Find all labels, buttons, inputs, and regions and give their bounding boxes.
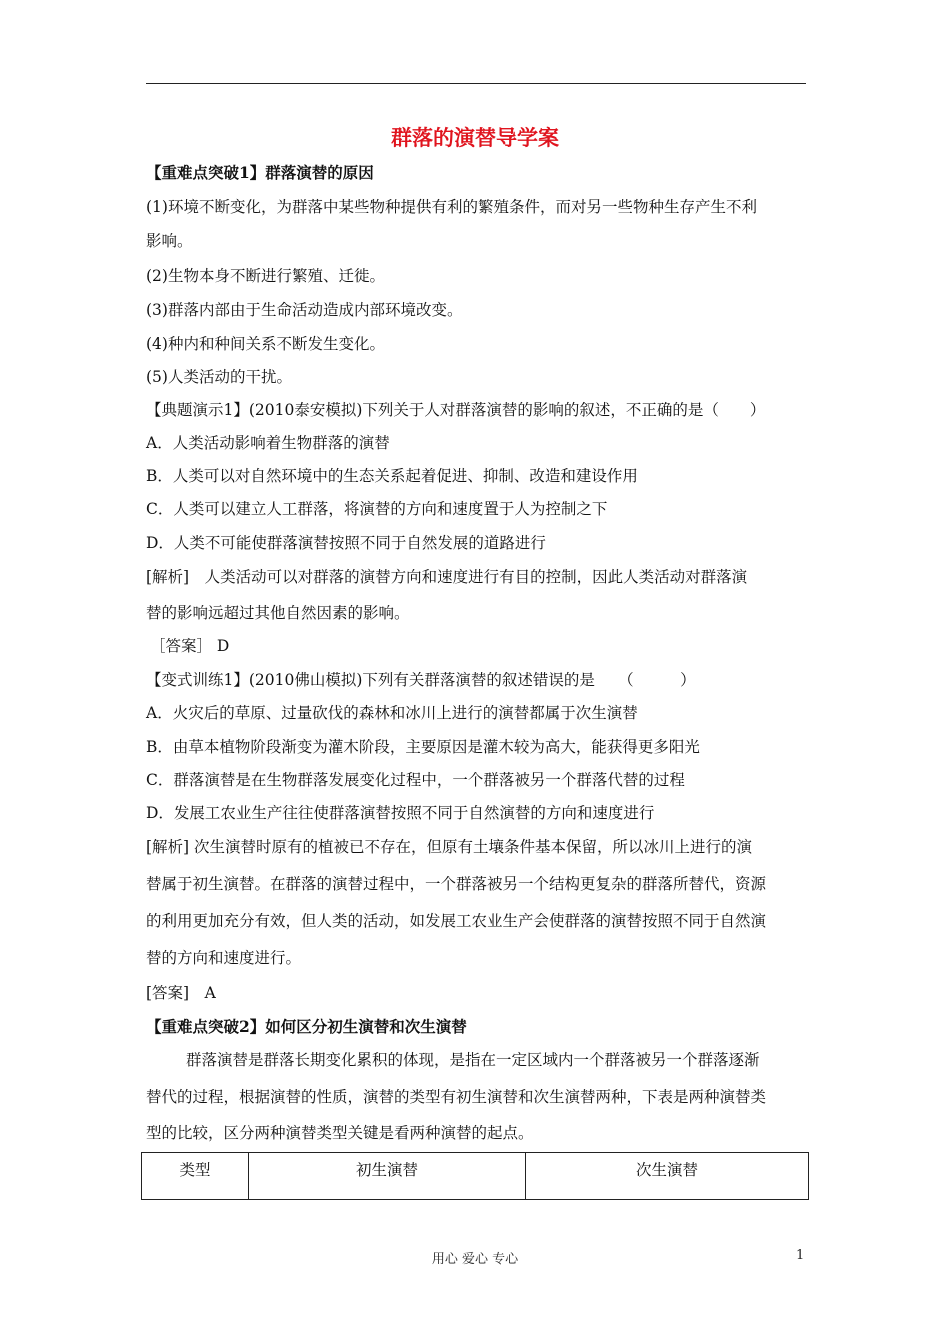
table-header-cell: 初生演替 xyxy=(249,1153,526,1200)
section1-point: (3)群落内部由于生命活动造成内部环境改变。 xyxy=(146,301,463,319)
training1-question: 【变式训练1】(2010佛山模拟)下列有关群落演替的叙述错误的是 （ ） xyxy=(146,671,696,689)
page-title: 群落的演替导学案 xyxy=(391,125,559,150)
table-row xyxy=(142,1153,809,1200)
training1-option-a: A．火灾后的草原、过量砍伐的森林和冰川上进行的演替都属于次生演替 xyxy=(146,704,638,722)
section2-heading: 【重难点突破2】如何区分初生演替和次生演替 xyxy=(146,1017,467,1036)
page-number: 1 xyxy=(796,1248,805,1263)
training1-analysis: [解析] 次生演替时原有的植被已不存在，但原有土壤条件基本保留，所以冰川上进行的演 xyxy=(146,838,753,856)
example1-answer: ［答案］ D xyxy=(150,637,230,655)
example1-option-c: C．人类可以建立人工群落，将演替的方向和速度置于人为控制之下 xyxy=(146,500,608,518)
training1-analysis: 的利用更加充分有效，但人类的活动，如发展工农业生产会使群落的演替按照不同于自然演 xyxy=(146,912,767,930)
table-header-cell: 类型 xyxy=(142,1153,249,1200)
section1-point: (2)生物本身不断进行繁殖、迁徙。 xyxy=(146,267,385,285)
training1-option-d: D．发展工农业生产往往使群落演替按照不同于自然演替的方向和速度进行 xyxy=(146,804,655,822)
example1-analysis: [解析] 人类活动可以对群落的演替方向和速度进行有目的控制，因此人类活动对群落演 xyxy=(146,568,748,586)
training1-analysis: 替的方向和速度进行。 xyxy=(146,949,302,967)
section2-paragraph: 群落演替是群落长期变化累积的体现，是指在一定区域内一个群落被另一个群落逐渐 xyxy=(186,1051,760,1069)
example1-question: 【典题演示1】(2010泰安模拟)下列关于人对群落演替的影响的叙述，不正确的是（ ） xyxy=(146,401,766,419)
example1-option-a: A．人类活动影响着生物群落的演替 xyxy=(146,434,390,452)
example1-option-b: B．人类可以对自然环境中的生态关系起着促进、抑制、改造和建设作用 xyxy=(146,467,638,485)
section1-point: (1)环境不断变化，为群落中某些物种提供有利的繁殖条件，而对另一些物种生存产生不利 xyxy=(146,198,757,216)
header-rule xyxy=(146,83,806,84)
training1-option-b: B．由草本植物阶段渐变为灌木阶段，主要原因是灌木较为高大，能获得更多阳光 xyxy=(146,738,700,756)
training1-option-c: C．群落演替是在生物群落发展变化过程中，一个群落被另一个群落代替的过程 xyxy=(146,771,685,789)
training1-answer: [答案] A xyxy=(146,984,216,1002)
section2-paragraph: 型的比较，区分两种演替类型关键是看两种演替的起点。 xyxy=(146,1124,534,1142)
example1-option-d: D．人类不可能使群落演替按照不同于自然发展的道路进行 xyxy=(146,534,546,552)
section1-point: 影响。 xyxy=(146,232,193,250)
comparison-table xyxy=(141,1152,809,1200)
footer-slogan: 用心 爱心 专心 xyxy=(431,1252,519,1267)
example1-analysis: 替的影响远超过其他自然因素的影响。 xyxy=(146,604,410,622)
training1-analysis: 替属于初生演替。在群落的演替过程中，一个群落被另一个结构更复杂的群落所替代，资源 xyxy=(146,875,767,893)
section2-paragraph: 替代的过程，根据演替的性质，演替的类型有初生演替和次生演替两种，下表是两种演替类 xyxy=(146,1088,767,1106)
section1-point: (4)种内和种间关系不断发生变化。 xyxy=(146,335,385,353)
table-header-cell: 次生演替 xyxy=(526,1153,809,1200)
section1-point: (5)人类活动的干扰。 xyxy=(146,368,292,386)
section1-heading: 【重难点突破1】群落演替的原因 xyxy=(146,163,374,182)
